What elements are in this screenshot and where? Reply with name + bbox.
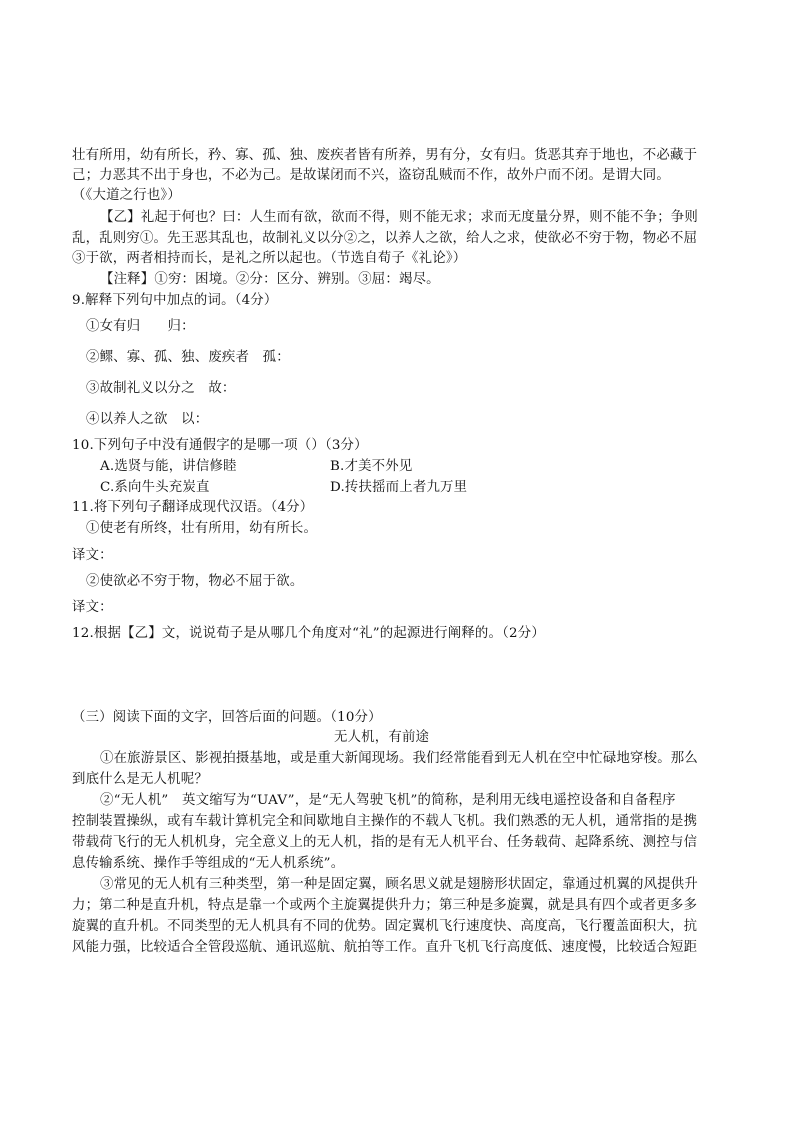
q9-item-1: ①女有归 归： bbox=[86, 319, 195, 334]
text-a-line-2: 己；力恶其不出于身也，不必为己。是故谋闭而不兴，盗窃乱贼而不作，故外户而不闭。是谓大同。 bbox=[72, 168, 670, 183]
article-line-4: 控制装置操纵，或有车载计算机完全和间歇地自主操作的不载人飞机。我们熟悉的无人机，通常指的是携 bbox=[72, 814, 698, 829]
q9-item-4: ④以养人之欲 以： bbox=[86, 412, 209, 427]
article-line-1: ①在旅游景区、影视拍摄基地，或是重大新闻现场。我们经常能看到无人机在空中忙碌地穿梭。那么 bbox=[100, 751, 698, 766]
text-b-line-1: 【乙】礼起于何也？曰：人生而有欲，欲而不得，则不能无求；求而无度量分界，则不能不争；争则 bbox=[100, 210, 698, 225]
text-b-line-3: ③于欲，两者相持而长，是礼之所以起也。（节选自荀子《礼论》） bbox=[72, 251, 467, 266]
article-line-2: 到底什么是无人机呢？ bbox=[72, 772, 208, 787]
article-line-5: 带载荷飞行的无人机机身，完全意义上的无人机，指的是有无人机平台、任务载荷、起降系统、测控与信 bbox=[72, 835, 698, 850]
q12-stem: 12.根据【乙】文，说说荀子是从哪几个角度对“礼”的起源进行阐释的。（2分） bbox=[72, 626, 545, 641]
text-a-line-1: 壮有所用，幼有所长，矜、寡、孤、独、废疾者皆有所养，男有分，女有归。货恶其弃于地也，不必藏于 bbox=[72, 148, 698, 163]
q11-sentence-2: ②使欲必不穷于物，物必不屈于欲。 bbox=[86, 574, 304, 589]
text-b-notes: 【注释】①穷：困境。②分：区分、辨别。③屈：竭尽。 bbox=[100, 272, 440, 287]
article-title: 无人机，有前途 bbox=[334, 730, 430, 745]
article-line-7: ③常见的无人机有三种类型，第一种是固定翼，顾名思义就是翅膀形状固定，靠通过机翼的风提供升 bbox=[100, 877, 698, 892]
q10-stem: 10.下列句子中没有通假字的是哪一项（）（3分） bbox=[72, 438, 368, 453]
q9-item-3: ③故制礼义以分之 故： bbox=[86, 381, 236, 396]
q10-option-a: A.选贤与能，讲信修睦 bbox=[100, 459, 237, 474]
q11-sentence-1: ①使老有所终，壮有所用，幼有所长。 bbox=[86, 521, 318, 536]
article-line-8: 力；第二种是直升机，特点是靠一个或两个主旋翼提供升力；第三种是多旋翼，就是具有四个或者更多多 bbox=[72, 898, 698, 913]
q11-answer-label-1: 译文： bbox=[72, 548, 113, 563]
q9-stem: 9.解释下列句中加点的词。（4分） bbox=[72, 293, 278, 308]
article-line-9: 旋翼的直升机。不同类型的无人机具有不同的优势。固定翼机飞行速度快、高度高，飞行覆盖面积大，抗 bbox=[72, 919, 698, 934]
article-line-6: 息传输系统、操作手等组成的“无人机系统”。 bbox=[72, 856, 345, 871]
q10-option-c: C.系向牛头充炭直 bbox=[100, 480, 210, 495]
text-b-line-2: 乱，乱则穷①。先王恶其乱也，故制礼义以分②之，以养人之欲，给人之求，使欲必不穷于物，物必不屈 bbox=[72, 231, 698, 246]
q9-item-2: ②鳏、寡、孤、独、废疾者 孤： bbox=[86, 350, 290, 365]
article-line-10: 风能力强，比较适合全管段巡航、通讯巡航、航拍等工作。直升飞机飞行高度低、速度慢，比较适合短距 bbox=[72, 940, 698, 955]
text-a-source: （《大道之行也》） bbox=[72, 188, 181, 203]
q11-answer-label-2: 译文： bbox=[72, 600, 113, 615]
q10-option-b: B.才美不外见 bbox=[330, 459, 413, 474]
q11-stem: 11.将下列句子翻译成现代汉语。（4分） bbox=[72, 500, 314, 515]
q10-option-d: D.抟扶摇而上者九万里 bbox=[330, 480, 468, 495]
section3-heading: （三）阅读下面的文字，回答后面的问题。（10分） bbox=[72, 710, 382, 725]
article-line-3: ②“无人机” 英文缩写为“UAV”，是“无人驾驶飞机”的简称，是利用无线电遥控设备和自备程序 bbox=[100, 793, 676, 808]
